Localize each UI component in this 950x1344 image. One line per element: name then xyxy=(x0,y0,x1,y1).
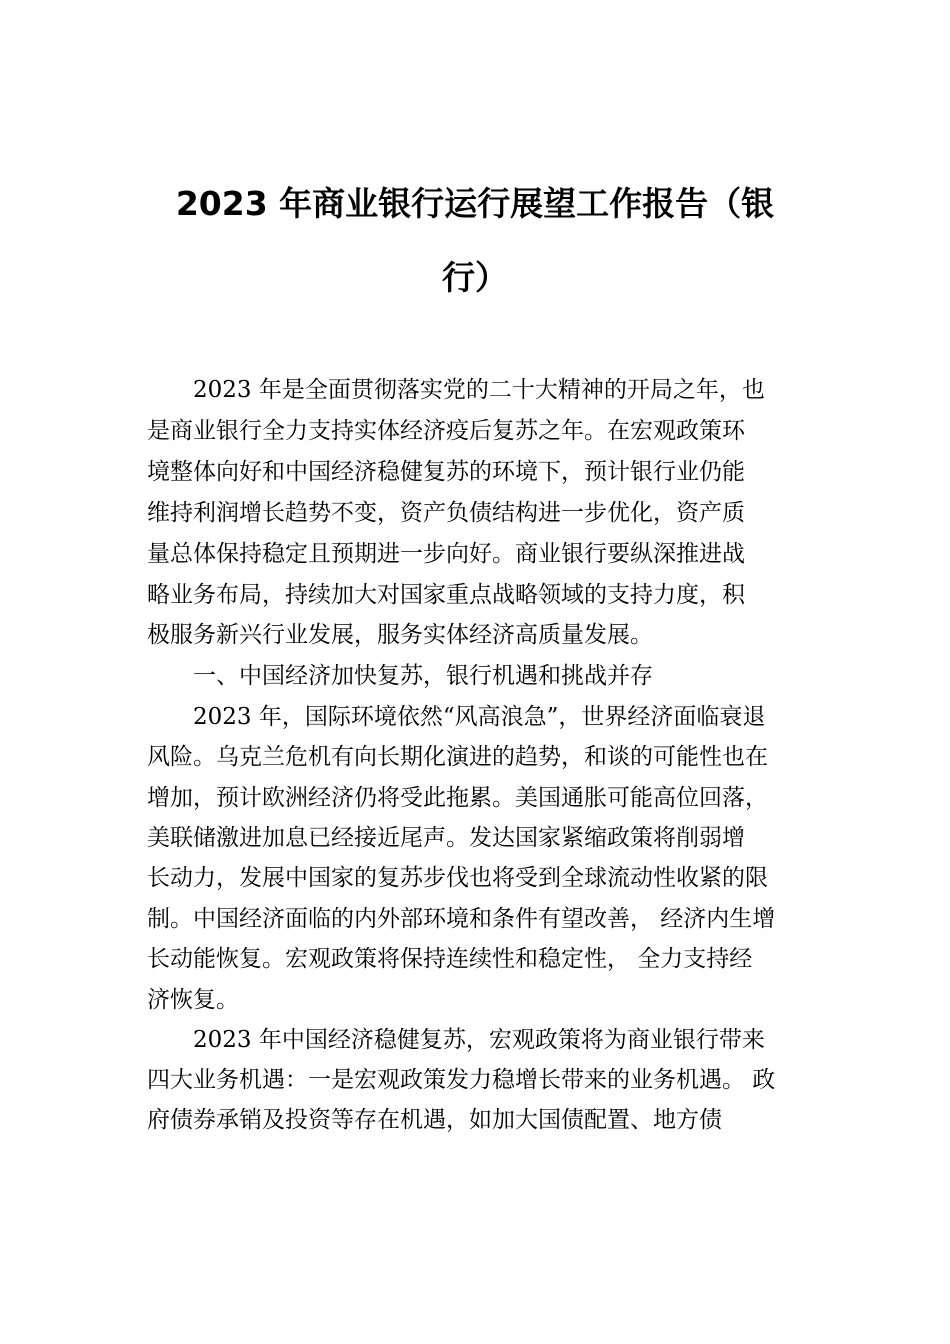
paragraph-line: 2023 年，国际环境依然“风高浪急”，世界经济面临衰退 xyxy=(147,704,766,730)
paragraph-line: 略业务布局，持续加大对国家重点战略领域的支持力度，积 xyxy=(147,582,745,608)
paragraph-line: 极服务新兴行业发展，服务实体经济高质量发展。 xyxy=(147,622,653,648)
paragraph-line: 境整体向好和中国经济稳健复苏的环境下，预计银行业仍能 xyxy=(147,459,745,485)
paragraph-line: 是商业银行全力支持实体经济疫后复苏之年。在宏观政策环 xyxy=(147,418,745,444)
paragraph-line: 长动能恢复。宏观政策将保持连续性和稳定性， 全力支持经 xyxy=(147,946,753,972)
paragraph-line: 2023 年中国经济稳健复苏，宏观政策将为商业银行带来 xyxy=(147,1027,765,1053)
paragraph-line: 制。中国经济面临的内外部环境和条件有望改善， 经济内生增 xyxy=(147,906,776,932)
paragraph-line: 量总体保持稳定且预期进一步向好。商业银行要纵深推进战 xyxy=(147,541,745,567)
paragraph-line: 长动力，发展中国家的复苏步伐也将受到全球流动性收紧的限 xyxy=(147,865,768,891)
paragraph-line: 2023 年是全面贯彻落实党的二十大精神的开局之年，也 xyxy=(147,377,765,403)
paragraph-line: 增加，预计欧洲经济仍将受此拖累。美国通胀可能高位回落， xyxy=(147,785,768,811)
paragraph-line: 风险。乌克兰危机有向长期化演进的趋势，和谈的可能性也在 xyxy=(147,744,768,770)
document-title-line-2: 行） xyxy=(442,258,508,297)
paragraph-line: 府债券承销及投资等存在机遇，如加大国债配置、地方债 xyxy=(147,1107,722,1133)
document-title-line-1: 2023 年商业银行运行展望工作报告（银 xyxy=(175,184,775,223)
paragraph-line: 美联储激进加息已经接近尾声。发达国家紧缩政策将削弱增 xyxy=(147,825,745,851)
paragraph-line: 维持利润增长趋势不变，资产负债结构进一步优化，资产质 xyxy=(147,500,745,526)
paragraph-line: 四大业务机遇：一是宏观政策发力稳增长带来的业务机遇。 政 xyxy=(147,1067,776,1093)
section-heading: 一、中国经济加快复苏，银行机遇和挑战并存 xyxy=(147,663,653,689)
paragraph-line: 济恢复。 xyxy=(147,987,239,1013)
